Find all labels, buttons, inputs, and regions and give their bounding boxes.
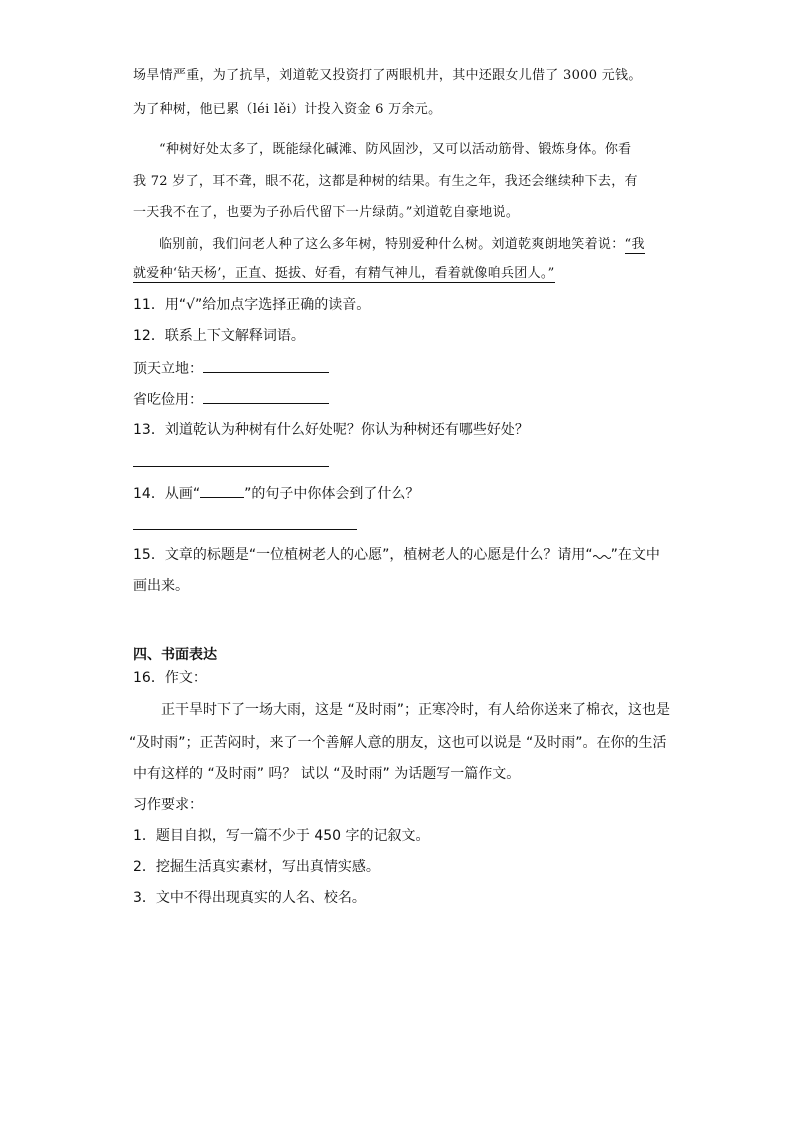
question-16: 16．作文： [133, 670, 207, 686]
question-14-prefix: 14．从画“ [133, 486, 201, 502]
passage-line [133, 264, 555, 284]
prompt-line: 正干旱时下了一场大雨，这是 “及时雨”；正寒冷时，有人给你送来了棉衣，这也是 [161, 702, 670, 718]
underline-mark [200, 483, 244, 498]
requirement-item: 3．文中不得出现真实的人名、校名。 [133, 890, 366, 906]
answer-line[interactable] [133, 529, 357, 530]
question-15 [133, 545, 660, 565]
passage-line [159, 235, 645, 255]
requirement-item: 2．挖掘生活真实素材，写出真情实感。 [133, 859, 380, 875]
question-14 [133, 483, 419, 504]
underlined-sentence: “我 [624, 237, 645, 252]
answer-blank[interactable] [203, 358, 329, 373]
question-15-line2: 画出来。 [133, 578, 189, 594]
passage-text: 临别前，我们问老人种了这么多年树，特别爱种什么树。刘道乾爽朗地笑着说： [159, 237, 625, 252]
section-heading: 四、书面表达 [133, 647, 217, 663]
term-row [133, 389, 329, 410]
answer-blank[interactable] [203, 389, 329, 404]
passage-line: 为了种树，他已累（léi lěi）计投入资金 6 万余元。 [133, 102, 442, 117]
term-label: 省吃俭用： [133, 392, 203, 408]
question-15-suffix: ”在文中 [610, 547, 660, 563]
prompt-line: 中有这样的 “及时雨” 吗？ 试以 “及时雨” 为话题写一篇作文。 [133, 766, 521, 782]
passage-line: “种树好处太多了，既能绿化碱滩、防风固沙，又可以活动筋骨、锻炼身体。你看 [159, 142, 632, 157]
term-row [133, 358, 329, 379]
passage-line: 场旱情严重，为了抗旱，刘道乾又投资打了两眼机井，其中还跟女儿借了 3000 元钱。 [133, 68, 642, 83]
wavy-line-icon [593, 549, 611, 559]
term-label: 顶天立地： [133, 361, 203, 377]
question-13: 13．刘道乾认为种树有什么好处呢？你认为种树还有哪些好处？ [133, 422, 529, 438]
question-12: 12．联系上下文解释词语。 [133, 328, 305, 344]
answer-line[interactable] [133, 466, 329, 467]
question-15-prefix: 15．文章的标题是“一位植树老人的心愿”，植树老人的心愿是什么？请用“ [133, 547, 593, 563]
question-14-suffix: ”的句子中你体会到了什么？ [244, 486, 420, 502]
underlined-sentence: 就爱种‘钻天杨’，正直、挺拔、好看，有精气神儿，看着就像咱兵团人。” [133, 266, 555, 281]
passage-line: 我 72 岁了，耳不聋，眼不花，这都是种树的结果。有生之年，我还会继续种下去，有 [133, 174, 638, 189]
passage-line: 一天我不在了，也要为子孙后代留下一片绿荫。”刘道乾自豪地说。 [133, 205, 520, 220]
requirements-title: 习作要求： [133, 797, 203, 813]
prompt-line: “及时雨”；正苦闷时，来了一个善解人意的朋友，这也可以说是 “及时雨”。在你的生活 [129, 735, 667, 751]
requirement-item: 1．题目自拟，写一篇不少于 450 字的记叙文。 [133, 828, 430, 844]
question-11: 11．用“√”给加点字选择正确的读音。 [133, 297, 371, 313]
